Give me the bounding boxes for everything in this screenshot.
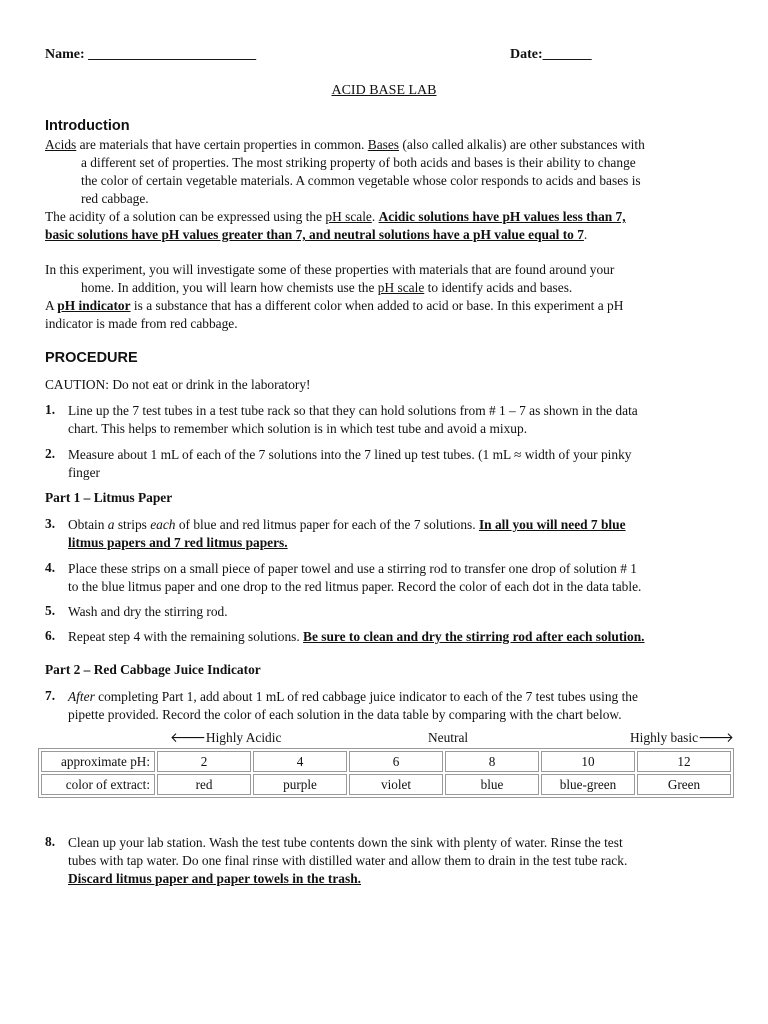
step-2-line2: finger [68,465,100,480]
ph-rule-text: basic solutions have pH values greater than 7, and neutral solutions have a pH value equal to 7 [45,227,584,242]
page-title: ACID BASE LAB [331,83,437,98]
intro-p1-line1 [45,136,645,154]
intro-p2-text: . [371,209,379,224]
step-1-line1: Line up the 7 test tubes in a test tube rack so that they can hold solutions from # 1 – 7 as shown in the data [68,403,638,418]
color-cell: blue-green [541,774,635,795]
intro-p3-line1: In this experiment, you will investigate some of these properties with materials that are found around your [45,262,615,277]
highly-acidic-label: 🡐Highly Acidic [170,730,282,745]
step-3-emphasis: each [150,517,176,532]
step-number: 2. [45,446,56,461]
step-7-text: completing Part 1, add about 1 mL of red cabbage juice indicator to each of the 7 test tubes using the [94,689,638,704]
step-7-emphasis: After [68,689,95,704]
step-3-emphasis: a [107,517,115,532]
intro-p4-line1 [45,297,623,315]
introduction-heading: Introduction [45,118,130,134]
ph-color-chart [38,748,734,798]
step-number: 8. [45,834,56,849]
step-number: 5. [45,603,56,618]
ph-value-cell: 8 [445,751,539,772]
ph-value-cell: 4 [253,751,347,772]
step-3-line1 [68,516,626,534]
intro-p2-line1 [45,208,626,226]
step-5-line1: Wash and dry the stirring rod. [68,604,228,619]
step-7-line1 [68,688,638,706]
step-3-text: of blue and red litmus paper for each of the 7 solutions. [175,517,479,532]
part-2-heading: Part 2 – Red Cabbage Juice Indicator [45,662,261,677]
ph-row-label: approximate pH: [41,751,155,772]
intro-p4-text: A [45,298,58,313]
color-cell: Green [637,774,731,795]
ph-value-cell: 12 [637,751,731,772]
step-number: 4. [45,560,56,575]
intro-p1-line2: a different set of properties. The most striking property of both acids and bases is their ability to change [81,155,636,170]
step-3-bold-note: In all you will need 7 blue [478,517,626,532]
step-6-line1 [68,628,645,646]
intro-p3-line2 [81,279,572,297]
ph-scale-term: pH scale [325,209,372,224]
intro-p1-text: (also called alkalis) are other substances with [399,137,645,152]
step-8-line1: Clean up your lab station. Wash the test tube contents down the sink with plenty of water. Rinse the test [68,835,623,850]
step-8-line3: Discard litmus paper and paper towels in the trash. [68,871,362,886]
step-8-line2: tubes with tap water. Do one final rinse with distilled water and allow them to drain in the test tube rack. [68,853,628,868]
ph-value-cell: 2 [157,751,251,772]
step-number: 6. [45,628,56,643]
step-3-text: Obtain [68,517,108,532]
ph-value-cell: 6 [349,751,443,772]
intro-p4-text: is a substance that has a different color when added to acid or base. In this experiment a pH [130,298,624,313]
step-number: 1. [45,402,56,417]
date-field-label: Date:_______ [510,47,592,62]
step-number: 3. [45,516,56,531]
step-7-line2: pipette provided. Record the color of each solution in the data table by comparing with the chart below. [68,707,622,722]
intro-p3-text: home. In addition, you will learn how chemists use the [81,280,378,295]
ph-rule-text: Acidic solutions have pH values less than 7, [378,209,626,224]
ph-indicator-term: pH indicator [57,298,131,313]
color-row-label: color of extract: [41,774,155,795]
step-3-line2: litmus papers and 7 red litmus papers. [68,535,288,550]
step-1-line2: chart. This helps to remember which solution is in which test tube and avoid a mixup. [68,421,528,436]
color-cell: violet [349,774,443,795]
ph-value-cell: 10 [541,751,635,772]
color-cell: red [157,774,251,795]
step-2-line1: Measure about 1 mL of each of the 7 solutions into the 7 lined up test tubes. (1 mL ≈ width of your pinky [68,447,632,462]
step-6-bold-note: Be sure to clean and dry the stirring rod after each solution. [303,629,645,644]
name-field-label: Name: ________________________ [45,47,257,62]
ph-scale-term: pH scale [377,280,425,295]
step-3-text: strips [114,517,151,532]
table-row [41,774,731,795]
color-cell: blue [445,774,539,795]
intro-p1-line3: the color of certain vegetable materials. A common vegetable whose color responds to acids and bases is [81,173,641,188]
intro-p2-text: . [583,227,588,242]
step-6-text: Repeat step 4 with the remaining solutions. [68,629,304,644]
step-4-line2: to the blue litmus paper and one drop to the red litmus paper. Record the color of each dot in the data table. [68,579,642,594]
acids-term: Acids [45,137,77,152]
part-1-heading: Part 1 – Litmus Paper [45,490,173,505]
procedure-heading: PROCEDURE [45,350,138,366]
highly-basic-label: Highly basic🡒 [630,730,734,745]
step-number: 7. [45,688,56,703]
intro-p1-text: are materials that have certain properties in common. [76,137,368,152]
intro-p2-text: The acidity of a solution can be expressed using the [45,209,326,224]
bases-term: Bases [367,137,400,152]
intro-p1-line4: red cabbage. [81,191,149,206]
step-4-line1: Place these strips on a small piece of paper towel and use a stirring rod to transfer one drop of solution # 1 [68,561,637,576]
neutral-label: Neutral [428,730,469,745]
intro-p2-line2 [45,226,587,244]
intro-p4-line2: indicator is made from red cabbage. [45,316,238,331]
intro-p3-text: to identify acids and bases. [424,280,573,295]
caution-note: CAUTION: Do not eat or drink in the laboratory! [45,377,311,392]
table-row [41,751,731,772]
color-cell: purple [253,774,347,795]
